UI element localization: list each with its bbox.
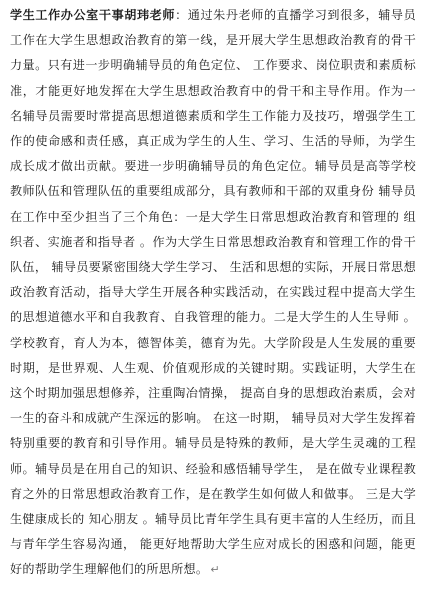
document-paragraph	[10, 3, 416, 583]
paragraph-mark-icon: ↵	[210, 563, 220, 577]
paragraph-body: ：通过朱丹老师的直播学习到很多，辅导员工作在大学生思想政治教育的第一线，是开展大学生思想政治教育的骨干力量。只有进一步明确辅导员的角色定位、 工作要求、岗位职责和素质标准，才能更好地发挥在大学生思想政治教育中的骨干和主导作用。作为一名辅导员需要时常提高思想道德素质和学生工作能力及技巧，增强学生工作的使命感和责任感，真正成为学生的人生、学习、生活的导师，为学生成长成才做出贡献。要进一步明确辅导员的角色定位。辅导员是高等学校教师队伍和管理队伍的重要组成部分，具有教师和干部的双重身份 辅导员在工作中至少担当了三个角色：一是大学生日常思想政治教育和管理的 组织者、实施者和指导者 。作为大学生日常思想政治教育和管理工作的骨干队伍， 辅导员要紧密围绕大学生学习、 生活和思想的实际，开展日常思想政治教育活动，指导大学生开展各种实践活动，在实践过程中提高大学生的思想道德水平和自我教育、自我管理的能力。二是大学生的人生导师 。学校教育，育人为本，德智体美，德育为先。大学阶段是人生发展的重要时期，是世界观、人生观、价值观形成的关键时期。实践证明，大学生在这个时期加强思想修养，注重陶冶情操， 提高自身的思想政治素质，会对一生的奋斗和成就产生深远的影响。 在这一时期， 辅导员对大学生发挥着特别重要的教育和引导作用。辅导员是特殊的教师，是大学生灵魂的工程师。辅导员是在用自己的知识、经验和感悟辅导学生， 是在做专业课程教育之外的日常思想政治教育工作，是在教学生如何做人和做事。 三是大学生健康成长的 知心朋友 。辅导员比青年学生具有更丰富的人生经历，而且与青年学生容易沟通， 能更好地帮助大学生应对成长的困惑和问题，能更好的帮助学生理解他们的所思所想。	[10, 8, 416, 577]
speaker-label: 学生工作办公室干事胡玮老师	[10, 8, 176, 22]
